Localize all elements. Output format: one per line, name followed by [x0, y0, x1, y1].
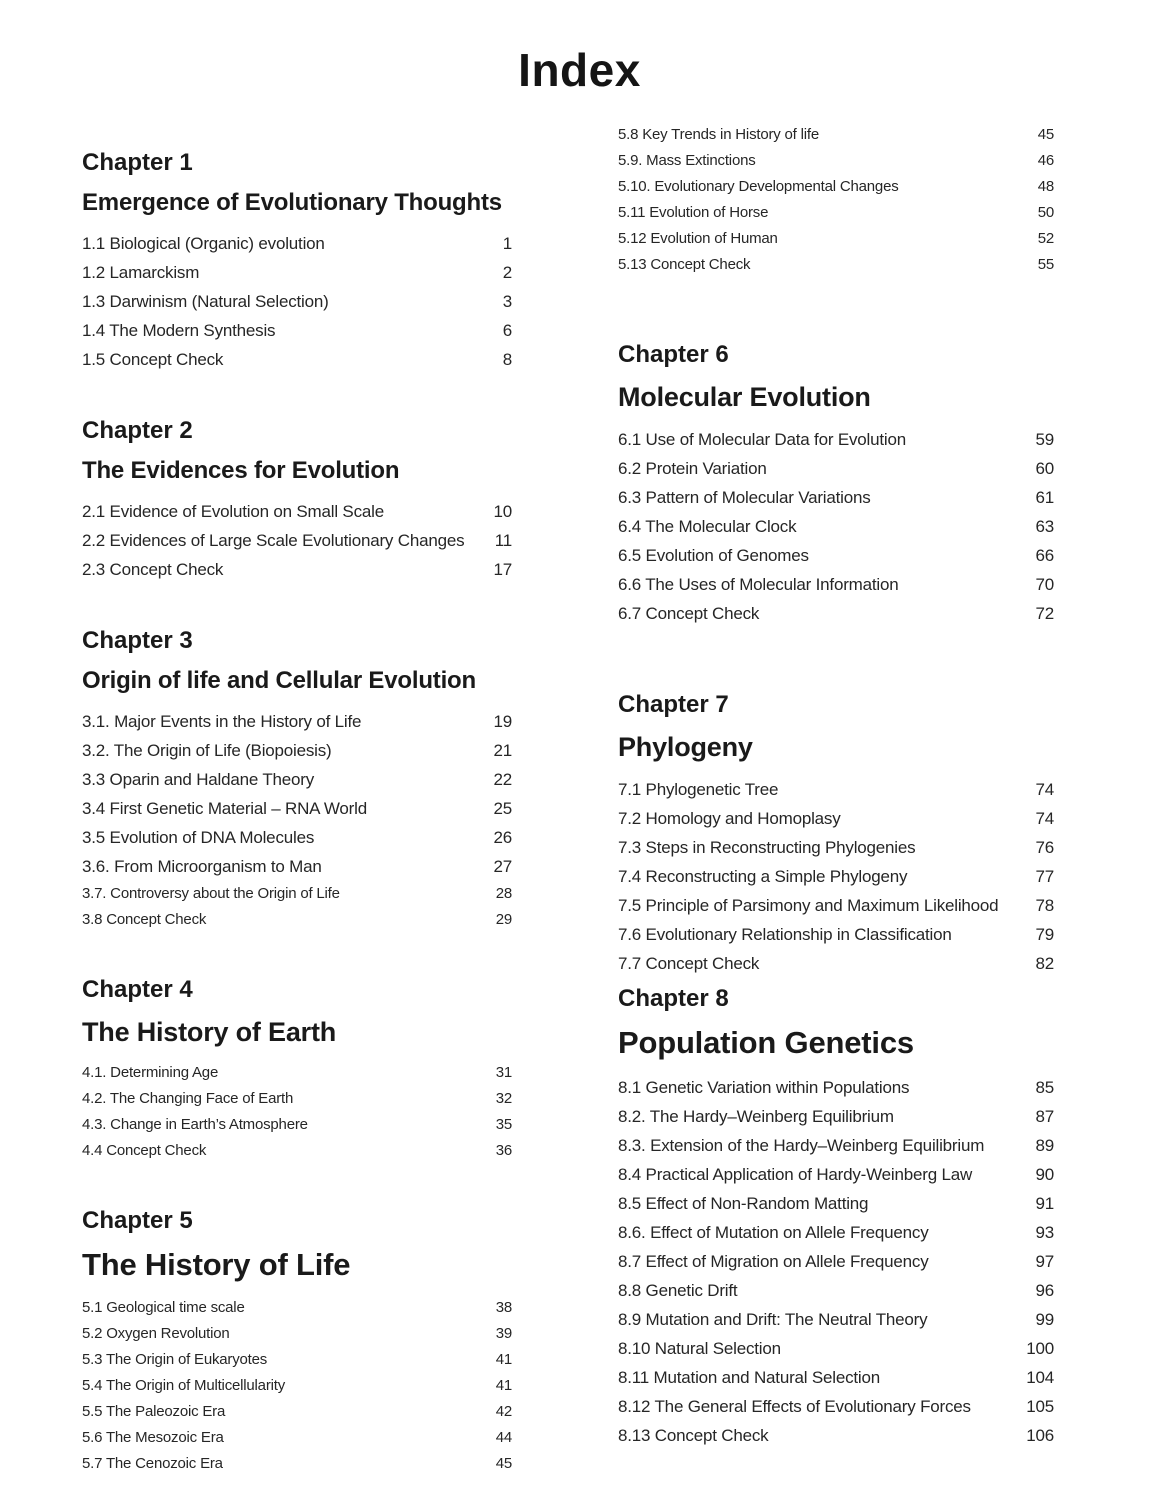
toc-item-page: 25 — [493, 799, 512, 818]
toc-item — [618, 775, 1054, 804]
toc-item — [82, 736, 512, 765]
toc-item-label: 7.5 Principle of Parsimony and Maximum Likelihood — [618, 896, 999, 915]
chapter-label: Chapter 7 — [618, 691, 729, 718]
toc-item-label: 5.7 The Cenozoic Era — [82, 1455, 223, 1472]
toc-item-label: 7.1 Phylogenetic Tree — [618, 780, 779, 799]
toc-item-page: 10 — [493, 502, 512, 521]
toc-item-page: 70 — [1035, 575, 1054, 594]
toc-item-label: 8.4 Practical Application of Hardy-Weinberg Law — [618, 1165, 973, 1184]
toc-item-list — [618, 122, 1054, 278]
toc-item — [618, 148, 1054, 174]
toc-item-page: 2 — [502, 263, 512, 282]
toc-item-label: 6.7 Concept Check — [618, 604, 760, 623]
toc-item — [618, 1189, 1054, 1218]
toc-item-label: 8.11 Mutation and Natural Selection — [618, 1368, 881, 1387]
toc-item-label: 5.5 The Paleozoic Era — [82, 1403, 226, 1420]
toc-item-page: 79 — [1035, 925, 1054, 944]
toc-item-page: 17 — [493, 560, 512, 579]
toc-item-page: 99 — [1035, 1310, 1054, 1329]
page-title: Index — [518, 44, 641, 96]
toc-item-label: 5.11 Evolution of Horse — [618, 204, 769, 221]
toc-item — [618, 1247, 1054, 1276]
toc-item-label: 7.2 Homology and Homoplasy — [618, 809, 841, 828]
toc-item — [618, 833, 1054, 862]
toc-item — [82, 823, 512, 852]
toc-item — [618, 1276, 1054, 1305]
toc-item-page: 32 — [495, 1090, 512, 1107]
toc-item — [618, 425, 1054, 454]
toc-section-chapter-2 — [82, 416, 512, 584]
toc-item-page: 60 — [1035, 459, 1054, 478]
toc-item — [82, 229, 512, 258]
toc-item-page: 48 — [1037, 178, 1054, 195]
toc-item-list — [82, 229, 512, 374]
toc-item-page: 8 — [502, 350, 512, 369]
toc-item-page: 45 — [495, 1455, 512, 1472]
toc-item-page: 6 — [502, 321, 512, 340]
toc-item — [82, 852, 512, 881]
chapter-title: Population Genetics — [618, 1025, 914, 1060]
toc-item-page: 11 — [494, 531, 512, 550]
toc-item-page: 90 — [1035, 1165, 1054, 1184]
toc-item-label: 1.3 Darwinism (Natural Selection) — [82, 292, 329, 311]
toc-item-page: 39 — [495, 1325, 512, 1342]
toc-column-left — [82, 112, 512, 1477]
toc-column-right — [618, 112, 1054, 1477]
toc-item-list — [82, 1060, 512, 1164]
chapter-title: Origin of life and Cellular Evolution — [82, 667, 476, 694]
toc-item-page: 50 — [1037, 204, 1054, 221]
toc-item — [82, 555, 512, 584]
toc-section-chapter-1 — [82, 148, 512, 374]
toc-item-label: 8.6. Effect of Mutation on Allele Frequency — [618, 1223, 929, 1242]
toc-item-page: 27 — [493, 857, 512, 876]
toc-item-page: 104 — [1026, 1368, 1054, 1387]
toc-item — [618, 226, 1054, 252]
toc-item — [618, 454, 1054, 483]
toc-item-label: 6.1 Use of Molecular Data for Evolution — [618, 430, 906, 449]
toc-item — [618, 174, 1054, 200]
toc-item — [618, 1102, 1054, 1131]
toc-item-page: 42 — [495, 1403, 512, 1420]
chapter-label: Chapter 5 — [82, 1207, 193, 1234]
toc-item-label: 3.8 Concept Check — [82, 911, 207, 928]
toc-section-chapter-5 — [82, 1206, 512, 1477]
chapter-title: The History of Life — [82, 1247, 351, 1282]
toc-item-label: 8.10 Natural Selection — [618, 1339, 781, 1358]
toc-item-page: 87 — [1035, 1107, 1054, 1126]
toc-item — [82, 1425, 512, 1451]
toc-item — [82, 526, 512, 555]
chapter-label: Chapter 8 — [618, 985, 729, 1012]
toc-item-page: 106 — [1026, 1426, 1054, 1445]
chapter-title: Molecular Evolution — [618, 382, 871, 412]
toc-item — [82, 1060, 512, 1086]
toc-item-page: 96 — [1035, 1281, 1054, 1300]
toc-item — [82, 1321, 512, 1347]
toc-item-page: 82 — [1035, 954, 1054, 973]
chapter-label: Chapter 6 — [618, 341, 729, 368]
toc-item-label: 5.13 Concept Check — [618, 256, 751, 273]
toc-item-page: 44 — [495, 1429, 512, 1446]
toc-item-label: 8.1 Genetic Variation within Populations — [618, 1078, 910, 1097]
toc-section-chapter-5-continued — [618, 122, 1054, 278]
toc-item-label: 4.2. The Changing Face of Earth — [82, 1090, 294, 1107]
toc-item — [82, 907, 512, 933]
toc-item-page: 78 — [1035, 896, 1054, 915]
chapter-title: The Evidences for Evolution — [82, 457, 400, 484]
toc-item-label: 7.3 Steps in Reconstructing Phylogenies — [618, 838, 916, 857]
chapter-title: Emergence of Evolutionary Thoughts — [82, 189, 502, 216]
toc-item-label: 8.3. Extension of the Hardy–Weinberg Equilibrium — [618, 1136, 985, 1155]
chapter-title: Phylogeny — [618, 732, 753, 762]
toc-item-label: 6.6 The Uses of Molecular Information — [618, 575, 899, 594]
toc-item — [618, 1218, 1054, 1247]
toc-item-label: 3.6. From Microorganism to Man — [82, 857, 322, 876]
toc-item — [82, 1086, 512, 1112]
toc-item — [618, 200, 1054, 226]
toc-item — [82, 1295, 512, 1321]
toc-item — [82, 707, 512, 736]
toc-item — [618, 1421, 1054, 1450]
toc-item-label: 4.4 Concept Check — [82, 1142, 207, 1159]
toc-section-chapter-3 — [82, 626, 512, 933]
toc-item — [618, 949, 1054, 978]
toc-item-label: 5.9. Mass Extinctions — [618, 152, 756, 169]
toc-item-label: 5.1 Geological time scale — [82, 1299, 245, 1316]
toc-item-label: 4.1. Determining Age — [82, 1064, 219, 1081]
toc-item-label: 3.1. Major Events in the History of Life — [82, 712, 362, 731]
toc-item-list — [618, 1073, 1054, 1450]
toc-item-label: 7.4 Reconstructing a Simple Phylogeny — [618, 867, 908, 886]
toc-item — [82, 1373, 512, 1399]
chapter-label: Chapter 2 — [82, 417, 193, 444]
toc-item — [82, 1112, 512, 1138]
toc-item-label: 5.4 The Origin of Multicellularity — [82, 1377, 286, 1394]
toc-item-label: 5.2 Oxygen Revolution — [82, 1325, 230, 1342]
toc-item-label: 3.4 First Genetic Material – RNA World — [82, 799, 367, 818]
toc-item-label: 2.2 Evidences of Large Scale Evolutionary Changes — [82, 531, 465, 550]
toc-section-chapter-7 — [618, 690, 1054, 978]
toc-item — [82, 258, 512, 287]
toc-item — [82, 1347, 512, 1373]
toc-item-page: 93 — [1035, 1223, 1054, 1242]
toc-item-page: 66 — [1035, 546, 1054, 565]
toc-item-page: 41 — [495, 1351, 512, 1368]
toc-item-label: 5.10. Evolutionary Developmental Changes — [618, 178, 899, 195]
toc-item-page: 52 — [1037, 230, 1054, 247]
toc-item — [618, 1160, 1054, 1189]
toc-item-label: 8.8 Genetic Drift — [618, 1281, 738, 1300]
toc-item-page: 97 — [1035, 1252, 1054, 1271]
toc-item — [618, 1131, 1054, 1160]
toc-item — [618, 1363, 1054, 1392]
toc-item-label: 6.4 The Molecular Clock — [618, 517, 797, 536]
toc-item — [618, 920, 1054, 949]
toc-item — [618, 804, 1054, 833]
toc-columns — [0, 112, 1159, 1477]
toc-item-label: 3.7. Controversy about the Origin of Life — [82, 885, 340, 902]
toc-item-label: 8.13 Concept Check — [618, 1426, 769, 1445]
toc-item — [618, 891, 1054, 920]
toc-item-page: 22 — [493, 770, 512, 789]
toc-item-page: 41 — [495, 1377, 512, 1394]
toc-item-label: 8.12 The General Effects of Evolutionary Forces — [618, 1397, 971, 1416]
toc-item — [618, 570, 1054, 599]
toc-item — [82, 316, 512, 345]
toc-item-page: 77 — [1035, 867, 1054, 886]
toc-item-page: 35 — [495, 1116, 512, 1133]
toc-item-page: 1 — [502, 234, 512, 253]
toc-item — [82, 765, 512, 794]
toc-item-label: 5.8 Key Trends in History of life — [618, 126, 819, 143]
toc-item-list — [82, 707, 512, 933]
toc-item — [82, 1138, 512, 1164]
toc-item-page: 3 — [502, 292, 512, 311]
toc-item-page: 55 — [1037, 256, 1054, 273]
toc-item — [82, 497, 512, 526]
toc-item-label: 2.3 Concept Check — [82, 560, 224, 579]
toc-item-page: 89 — [1035, 1136, 1054, 1155]
toc-item-page: 59 — [1035, 430, 1054, 449]
toc-item-page: 72 — [1035, 604, 1054, 623]
toc-item-label: 8.5 Effect of Non-Random Matting — [618, 1194, 869, 1213]
toc-item — [618, 1334, 1054, 1363]
toc-item — [618, 512, 1054, 541]
toc-item-page: 105 — [1026, 1397, 1054, 1416]
toc-item-page: 63 — [1035, 517, 1054, 536]
toc-item-page: 29 — [495, 911, 512, 928]
toc-item-page: 28 — [495, 885, 512, 902]
toc-item-page: 36 — [495, 1142, 512, 1159]
toc-item — [82, 794, 512, 823]
toc-item-label: 3.5 Evolution of DNA Molecules — [82, 828, 315, 847]
toc-item-label: 3.3 Oparin and Haldane Theory — [82, 770, 315, 789]
toc-item-list — [82, 497, 512, 584]
chapter-label: Chapter 4 — [82, 976, 193, 1003]
toc-item-label: 5.3 The Origin of Eukaryotes — [82, 1351, 268, 1368]
toc-item-list — [618, 775, 1054, 978]
toc-item-label: 8.9 Mutation and Drift: The Neutral Theory — [618, 1310, 928, 1329]
toc-item — [618, 599, 1054, 628]
toc-item-page: 21 — [493, 741, 512, 760]
toc-item-page: 46 — [1037, 152, 1054, 169]
chapter-label: Chapter 3 — [82, 627, 193, 654]
toc-item-label: 7.6 Evolutionary Relationship in Classification — [618, 925, 952, 944]
toc-section-chapter-4 — [82, 975, 512, 1164]
toc-item-page: 26 — [493, 828, 512, 847]
toc-item-page: 31 — [495, 1064, 512, 1081]
toc-item-page: 74 — [1035, 780, 1054, 799]
toc-section-chapter-6 — [618, 340, 1054, 628]
toc-item — [618, 252, 1054, 278]
toc-item-label: 1.4 The Modern Synthesis — [82, 321, 276, 340]
toc-item-page: 45 — [1037, 126, 1054, 143]
toc-item-label: 1.2 Lamarckism — [82, 263, 200, 282]
toc-item — [618, 122, 1054, 148]
toc-item — [618, 1305, 1054, 1334]
toc-section-chapter-8 — [618, 984, 1054, 1450]
toc-item — [82, 881, 512, 907]
toc-item — [82, 1399, 512, 1425]
toc-item-page: 100 — [1026, 1339, 1054, 1358]
toc-item-label: 5.12 Evolution of Human — [618, 230, 778, 247]
toc-item-page: 19 — [493, 712, 512, 731]
toc-item-page: 91 — [1035, 1194, 1054, 1213]
toc-item — [82, 287, 512, 316]
toc-item-label: 3.2. The Origin of Life (Biopoiesis) — [82, 741, 332, 760]
toc-item — [618, 541, 1054, 570]
toc-item — [82, 345, 512, 374]
chapter-title: The History of Earth — [82, 1017, 337, 1047]
toc-item-label: 8.7 Effect of Migration on Allele Frequency — [618, 1252, 929, 1271]
toc-item-page: 85 — [1035, 1078, 1054, 1097]
toc-item-list — [618, 425, 1054, 628]
toc-item-label: 6.5 Evolution of Genomes — [618, 546, 809, 565]
toc-item-list — [82, 1295, 512, 1477]
toc-item-label: 7.7 Concept Check — [618, 954, 760, 973]
toc-item — [618, 862, 1054, 891]
toc-item — [618, 483, 1054, 512]
toc-item-label: 5.6 The Mesozoic Era — [82, 1429, 224, 1446]
toc-item-label: 6.2 Protein Variation — [618, 459, 767, 478]
toc-item — [82, 1451, 512, 1477]
toc-item-label: 4.3. Change in Earth’s Atmosphere — [82, 1116, 308, 1133]
chapter-label: Chapter 1 — [82, 149, 193, 176]
toc-item-label: 6.3 Pattern of Molecular Variations — [618, 488, 871, 507]
toc-item — [618, 1073, 1054, 1102]
toc-item-label: 2.1 Evidence of Evolution on Small Scale — [82, 502, 384, 521]
toc-item-label: 1.5 Concept Check — [82, 350, 224, 369]
toc-item-page: 38 — [495, 1299, 512, 1316]
toc-item-page: 74 — [1035, 809, 1054, 828]
toc-item — [618, 1392, 1054, 1421]
toc-item-page: 76 — [1035, 838, 1054, 857]
toc-item-page: 61 — [1035, 488, 1054, 507]
toc-item-label: 8.2. The Hardy–Weinberg Equilibrium — [618, 1107, 894, 1126]
toc-item-label: 1.1 Biological (Organic) evolution — [82, 234, 325, 253]
